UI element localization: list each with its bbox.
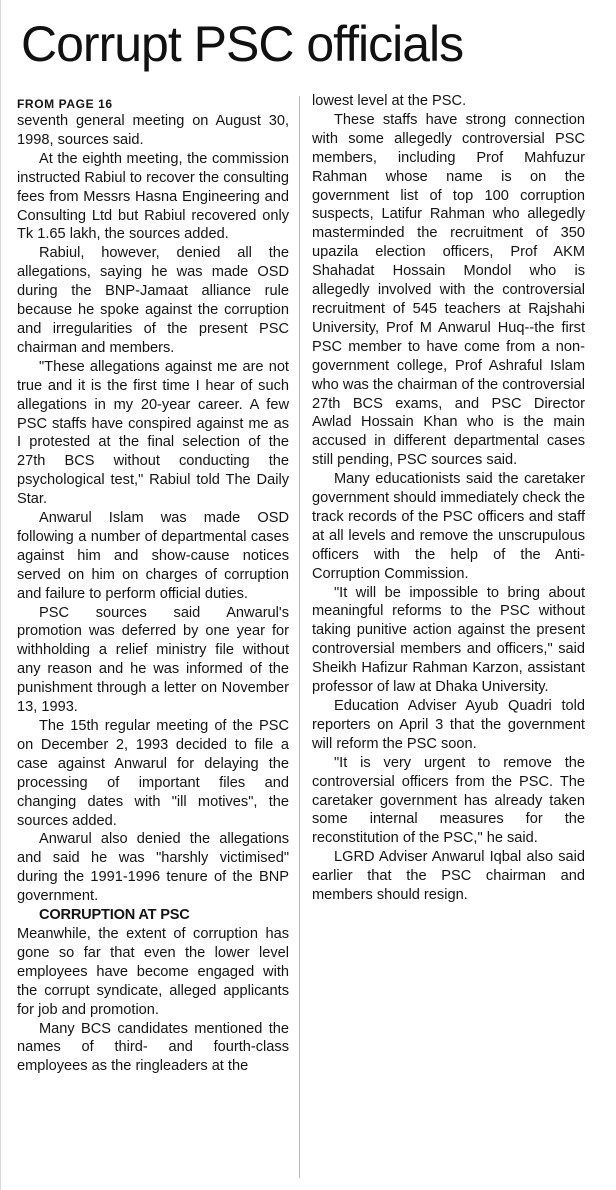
paragraph: Rabiul, however, denied all the allegations, saying he was made OSD during the BNP-Jamaat alliance rule because he spoke against the corruption and irregularities of the present PSC chairman and members. bbox=[17, 245, 289, 356]
paragraph: These staffs have strong connection with some allegedly controversial PSC members, including Prof Mahfuzur Rahman whose name is on the government list of top 100 corruption suspects, Latifur Rahman who allegedly masterminded the recruitment of 350 upazila election officers, Prof AKM Shahadat Hossain Mondol who is allegedly involved with the controversial recruitment of 545 teachers at Rajshahi University, Prof M Anwarul Huq--the first PSC member to have come from a non-government college, Prof Ashraful Islam who was the chairman of the controversial 27th BCS exams, and PSC Director Awlad Hossain Khan who is the main accused in different departmental cases still pending, PSC sources said. bbox=[312, 111, 585, 469]
column-divider bbox=[299, 96, 300, 1178]
paragraph: PSC sources said Anwarul's promotion was deferred by one year for withholding a relief ministry file without any reason and he was informed of the punishment through a letter on November 13, 1993. bbox=[17, 604, 289, 716]
kicker: FROM PAGE 16 bbox=[17, 97, 113, 111]
paragraph: Education Adviser Ayub Quadri told reporters on April 3 that the government will reform the PSC soon. bbox=[312, 698, 585, 752]
left-column bbox=[17, 97, 289, 1076]
headline: Corrupt PSC officials bbox=[21, 16, 464, 72]
paragraph: "It is very urgent to remove the controversial officers from the PSC. The caretaker government has already taken some internal measures for the reconstitution of the PSC," he said. bbox=[312, 754, 585, 847]
paragraph: "These allegations against me are not true and it is the first time I hear of such allegations in my 20-year career. A few PSC staffs have conspired against me as I protested at the final selection of the 27th BCS without conducting the psychological test," Rabiul told The Daily Star. bbox=[17, 358, 289, 508]
subhead: CORRUPTION AT PSC bbox=[39, 907, 190, 924]
paragraph: Many educationists said the caretaker government should immediately check the track records of the PSC officers and staff at all levels and remove the unscrupulous officers with the help of the Anti-Corruption Commission. bbox=[312, 471, 585, 582]
paragraph: Meanwhile, the extent of corruption has gone so far that even the lower level employees have become engaged with the corrupt syndicate, alleged applicants for job and promotion. bbox=[17, 925, 289, 1018]
paragraph: The 15th regular meeting of the PSC on December 2, 1993 decided to file a case against Anwarul for delaying the processing of important files and changing dates with "ill motives", the sources added. bbox=[17, 718, 289, 829]
paragraph: lowest level at the PSC. bbox=[312, 93, 467, 109]
right-column bbox=[312, 92, 585, 905]
paragraph: At the eighth meeting, the commission instructed Rabiul to recover the consulting fees from Messrs Hasna Engineering and Consulting Ltd but Rabiul recovered only Tk 1.65 lakh, the sources added. bbox=[17, 150, 289, 243]
paragraph: LGRD Adviser Anwarul Iqbal also said earlier that the PSC chairman and members should resign. bbox=[312, 849, 585, 904]
paragraph: seventh general meeting on August 30, 1998, sources said. bbox=[17, 113, 289, 148]
paragraph: Anwarul also denied the allegations and said he was "harshly victimised" during the 1991-1996 tenure of the BNP government. bbox=[17, 831, 289, 905]
paragraph: Many BCS candidates mentioned the names of third- and fourth-class employees as the ringleaders at the bbox=[17, 1020, 289, 1075]
paragraph: "It will be impossible to bring about meaningful reforms to the PSC without taking punitive action against the present controversial members and officers," said Sheikh Hafizur Rahman Karzon, assistant professor of law at Dhaka University. bbox=[312, 584, 585, 696]
paragraph: Anwarul Islam was made OSD following a number of departmental cases against him and show-cause notices served on him on charges of corruption and failure to perform official duties. bbox=[17, 510, 289, 602]
